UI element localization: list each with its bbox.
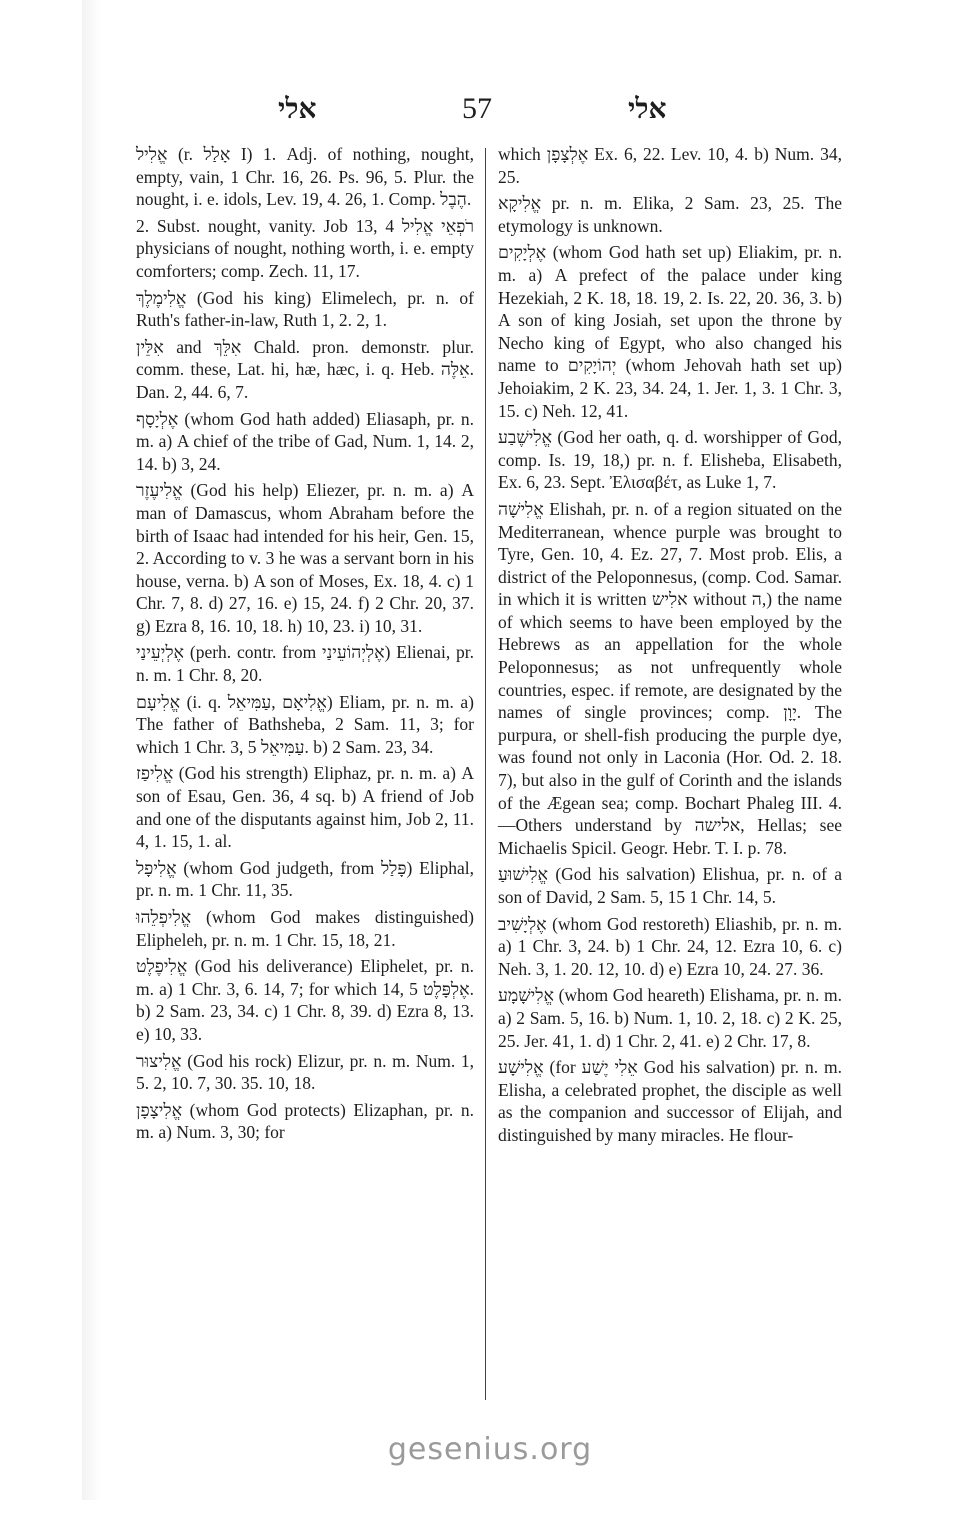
running-head-right: אלי (628, 94, 667, 125)
scan-shadow (82, 0, 102, 1500)
running-head-left: אלי (278, 94, 317, 125)
entry: אֱלִיעָם (i. q. אֱלִיאָם ,עַמִּיאֵל) Eliam, pr. n. m. a) The father of Bathsheba, 2 Sam. 11, 3; for which 1 Chr. 3, 5 עַמִּיאֵל. b) 2 Sam. 23, 34. (136, 691, 474, 757)
entry: אֱלִישָׁמָע (whom God heareth) Elishama, pr. n. m. a) 2 Sam. 5, 16. b) Num. 1, 10. 2, 18. c) 2 K. 25, 25. Jer. 41, 1. d) 1 Chr. 2, 41. e) 2 Chr. 17, 8. (498, 985, 842, 1051)
entry: אֱלִישָׁה Elishah, pr. n. of a region situated on the Mediterranean, whence purple was brought to Tyre, Gen. 10, 4. Ez. 27, 7. Most prob. Elis, a district of the Peloponnesus, (comp. Cod. Samar. in which it is written אלִיש without ה,) the name of which seems to have been employed by the Hebrews as an appellation for the whole Peloponnesus; as not unfrequently whole countries, espec. if remote, are designated by the names of single provinces; comp. יָוָן. The purpura, or shell-fish producing the purple dye, was found not only in Laconia (Hor. Od. 2. 18. 7), but also in the gulf of Corinth and the islands of the Ægean sea; comp. Bochart Phaleg III. 4.—Others understand by אלישה, Hellas; see Michaelis Spicil. Geogr. Hebr. T. I. p. 78. (498, 498, 842, 858)
page-number: 57 (462, 92, 492, 125)
entry: אֱלִישָׁע (for אֵלִי יֶשַׁע God his salvation) pr. n. m. Elisha, a celebrated prophet, the disciple as well as the companion and successor of Elijah, and distinguished by many miracles. He flour- (498, 1057, 842, 1145)
entry: אֶלְיָקִים (whom God hath set up) Eliakim, pr. n. m. a) A prefect of the palace under king Hezekiah, 2 K. 18, 18. 19, 2. Is. 22, 20. 36, 3. b) A son of king Josiah, set upon the throne by Necho king of Egypt, who also changed his name to יְהוֹיָקִים (whom Jehovah hath set up) Jehoiakim, 2 K. 23, 34. 24, 1. Jer. 1, 3. 1 Chr. 3, 15. c) Neh. 12, 41. (498, 242, 842, 421)
entry: אֱלִיצוּר (God his rock) Elizur, pr. n. m. Num. 1, 5. 2, 10. 7, 30. 35. 10, 18. (136, 1050, 474, 1094)
right-column (498, 143, 842, 1151)
entry: אֱלִישׁוּעַ (God his salvation) Elishua, pr. n. of a son of David, 2 Sam. 5, 15 1 Chr. 14, 5. (498, 864, 842, 907)
entry: אֶלְיָסָף (whom God hath added) Eliasaph, pr. n. m. a) A chief of the tribe of Gad, Num. 1, 14. 2, 14. b) 3, 24. (136, 408, 474, 474)
column-divider (485, 148, 486, 1400)
entry: אֱלִיפְלֵהוּ (whom God makes distinguished) Elipheleh, pr. n. m. 1 Chr. 15, 18, 21. (136, 907, 474, 950)
left-column (136, 143, 474, 1148)
site-watermark: gesenius.org (387, 1432, 593, 1467)
page-header (0, 92, 980, 132)
entry: אֱלִיפָל (whom God judgeth, from פָּלַל) Eliphal, pr. n. m. 1 Chr. 11, 35. (136, 857, 474, 901)
entry: אֱלִיפֶלֶט (God his deliverance) Eliphelet, pr. n. m. a) 1 Chr. 3, 6. 14, 7; for which 14, 5 אֶלְפָּלֶט. b) 2 Sam. 23, 34. c) 1 Chr. 8, 39. d) Ezra 8, 13. e) 10, 33. (136, 956, 474, 1044)
entry: אֱלִימֶלֶךְ (God his king) Elimelech, pr. n. of Ruth's father-in-law, Ruth 1, 2. 2, 1. (136, 287, 474, 331)
entry: אֶלְיָשִׁיב (whom God restoreth) Eliashib, pr. n. m. a) 1 Chr. 3, 24. b) 1 Chr. 24, 12. Ezra 10, 6. c) Neh. 3, 1. 20. 12, 10. d) e) Ezra 10, 24. 27. 36. (498, 913, 842, 979)
entry: 2. Subst. nought, vanity. Job 13, 4 רֹפְאֵי אֱלִיל physicians of nought, nothing worth, i. e. empty comforters; comp. Zech. 11, 17. (136, 215, 474, 281)
entry: אֱלִיעֶזֶר (God his help) Eliezer, pr. n. m. a) A man of Damascus, whom Abraham before the birth of Isaac had intended for his heir, Gen. 15, 2. According to v. 3 he was a servant born in his house, verna. b) A son of Moses, Ex. 18, 4. c) 1 Chr. 7, 8. d) 27, 16. e) 15, 24. f) 2 Chr. 20, 37. g) Ezra 8, 16. 10, 18. h) 10, 23. i) 10, 31. (136, 480, 474, 636)
entry: אִלֵּין and אִלֵּךְ Chald. pron. demonstr. plur. comm. these, Lat. hi, hæ, hæc, i. q. Heb. אֵלֶּה. Dan. 2, 44. 6, 7. (136, 336, 474, 402)
entry: אֱלִיקָא pr. n. m. Elika, 2 Sam. 23, 25. The etymology is unknown. (498, 193, 842, 236)
entry: אֶלְיְעֵינַי (perh. contr. from אֶלְיְהוֹעֵינַי) Elienai, pr. n. m. 1 Chr. 8, 20. (136, 642, 474, 686)
entry: אֱלִיפַז (God his strength) Eliphaz, pr. n. m. a) A son of Esau, Gen. 36, 4 sq. b) A friend of Job and one of the disputants against him, Job 2, 11. 4, 1. 15, 1. al. (136, 763, 474, 852)
entry: אֱלִיצָפָן (whom God protects) Elizaphan, pr. n. m. a) Num. 3, 30; for (136, 1099, 474, 1143)
entry: which אֶלְצָפָן Ex. 6, 22. Lev. 10, 4. b) Num. 34, 25. (498, 144, 842, 187)
entry: אֱלִישֶׁבַע (God her oath, q. d. worshipper of God, comp. Is. 19, 18,) pr. n. f. Elisheba, Elisabeth, Ex. 6, 23. Sept. Ἐλισαβέτ, as Luke 1, 7. (498, 427, 842, 493)
entry: אֱלִיל (r. אָלַל I) 1. Adj. of nothing, nought, empty, vain, 1 Chr. 16, 26. Ps. 96, 5. Plur. the nought, i. e. idols, Lev. 19, 4. 26, 1. Comp. הֶבֶל. (136, 144, 474, 210)
